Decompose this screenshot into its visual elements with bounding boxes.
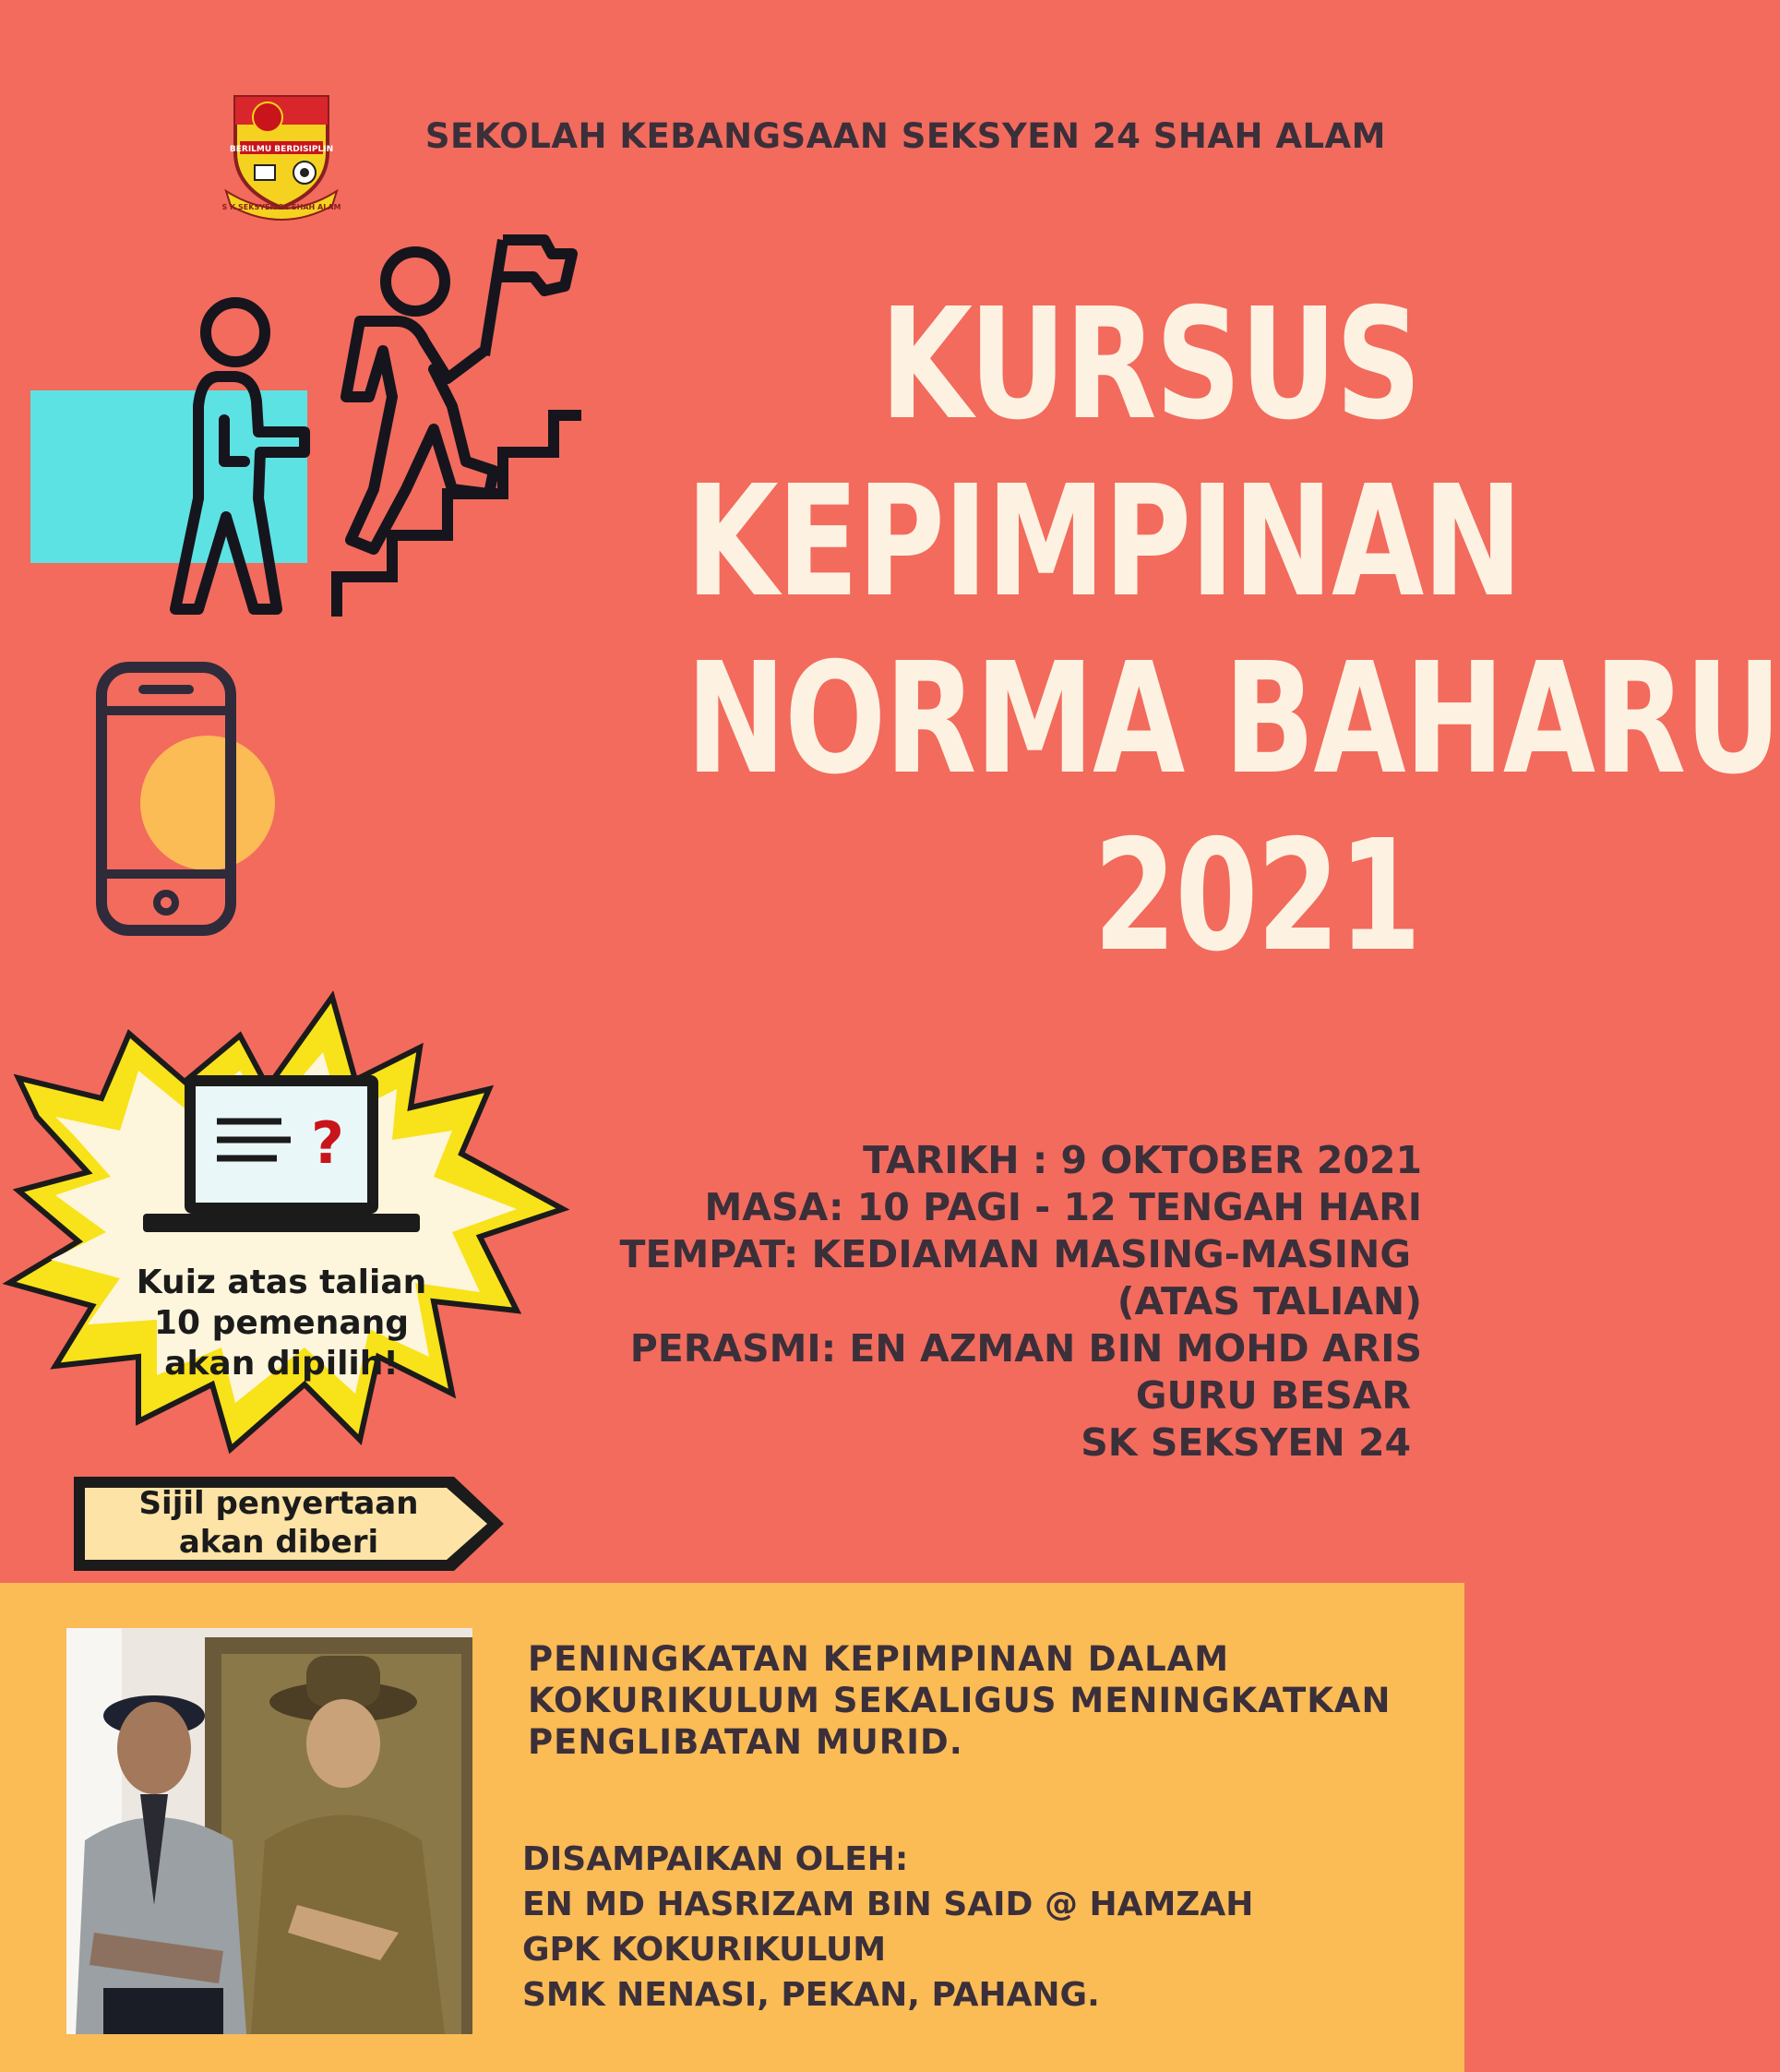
climbing-person-icon [346,252,494,549]
officiator-school: SK SEKSYEN 24 [1081,1420,1411,1465]
event-place: TEMPAT: KEDIAMAN MASING-MASING [619,1232,1411,1276]
school-crest-icon [221,88,341,217]
title-line-4: 2021 [1093,808,1420,986]
objective-text [528,1638,1414,1763]
quiz-text [92,1263,471,1384]
crest-ribbon-text: BERILMU BERDISIPLIN [229,145,334,154]
event-time: MASA: 10 PAGI - 12 TENGAH HARI [704,1185,1422,1229]
quiz-line-1: Kuiz atas talian [136,1264,427,1301]
leadership-illustration [28,222,581,618]
quiz-line-3: akan dipilih! [164,1345,399,1383]
officiator-title: GURU BESAR [1135,1373,1411,1418]
presenter-label: DISAMPAIKAN OLEH: [522,1840,909,1878]
objective-line-1: PENINGKATAN KEPIMPINAN DALAM [528,1639,1230,1679]
smartphone-icon [92,660,305,937]
title-line-2: KEPIMPINAN [686,453,1522,631]
walking-person-icon [175,303,305,609]
crest-scroll-text: S K SEKSYEN 24 SHAH ALAM [221,203,341,211]
event-title [686,276,1780,986]
event-place-note: (ATAS TALIAN) [1117,1279,1422,1323]
title-line-3: NORMA BAHARU [686,630,1780,808]
presenter-name: EN MD HASRIZAM BIN SAID @ HAMZAH [522,1886,1254,1923]
event-date: TARIKH : 9 OKTOBER 2021 [863,1138,1422,1182]
certificate-line-1: Sijil penyertaan [138,1485,419,1522]
presenter-school: SMK NENASI, PEKAN, PAHANG. [522,1976,1100,2014]
question-mark: ? [311,1109,344,1177]
yellow-accent-circle [140,736,275,870]
certificate-text [85,1484,472,1562]
presenter-role: GPK KOKURIKULUM [522,1931,887,1969]
presenter-photo [66,1628,472,2034]
presenter-info [522,1837,1253,2018]
certificate-line-2: akan diberi [178,1524,379,1561]
quiz-line-2: 10 pemenang [153,1304,410,1342]
presenter-photo-image [66,1628,472,2034]
school-name: SEKOLAH KEBANGSAAN SEKSYEN 24 SHAH ALAM [424,116,1386,156]
objective-line-2: KOKURIKULUM SEKALIGUS MENINGKATKAN [528,1681,1392,1720]
event-details [462,1137,1422,1467]
objective-line-3: PENGLIBATAN MURID. [528,1722,963,1762]
flag-icon [484,240,572,355]
title-line-1: KURSUS [879,276,1420,454]
event-officiator: PERASMI: EN AZMAN BIN MOHD ARIS [629,1326,1422,1371]
